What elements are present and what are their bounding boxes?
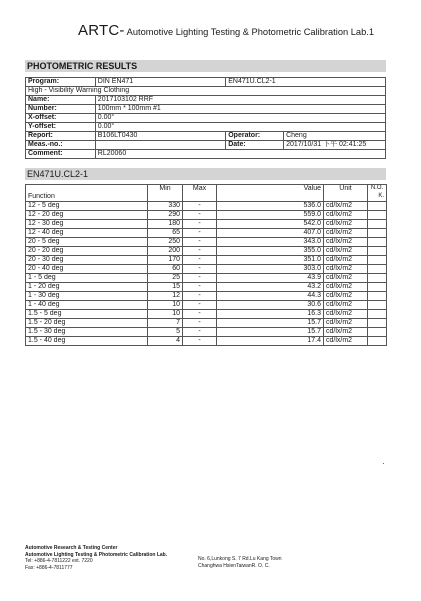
date-value: 2017/10/31 下午 02:41:25 xyxy=(284,141,386,150)
cell-max: - xyxy=(183,220,217,229)
name-value: 2017103102 RRF xyxy=(95,96,385,105)
cell-min: 170 xyxy=(148,256,183,265)
cell-value: 17.4 xyxy=(217,337,324,346)
measno-value xyxy=(95,141,225,150)
cell-max: - xyxy=(183,310,217,319)
program-description: High - Visibility Warning Clothing xyxy=(26,87,386,96)
cell-nok xyxy=(368,274,387,283)
results-row xyxy=(26,247,387,256)
footer-org-name: Automotive Research & Testing Center xyxy=(25,545,118,551)
cell-unit: cd/lx/m2 xyxy=(324,337,368,346)
cell-nok xyxy=(368,256,387,265)
scan-speck xyxy=(383,463,384,464)
cell-function: 1.5 - 40 deg xyxy=(26,337,148,346)
results-row xyxy=(26,211,387,220)
cell-max: - xyxy=(183,328,217,337)
cell-nok xyxy=(368,220,387,229)
yoffset-label: Y-offset: xyxy=(26,123,96,132)
footer-address-left xyxy=(25,545,167,571)
info-row-number xyxy=(26,105,386,114)
info-row-measno xyxy=(26,141,386,150)
footer-tel: Tel: +886-4-7811222 ext. 7220 xyxy=(25,558,93,564)
info-row-xoffset xyxy=(26,114,386,123)
cell-function: 12 - 30 deg xyxy=(26,220,148,229)
results-row xyxy=(26,238,387,247)
header-nok-line2: K. xyxy=(378,192,384,199)
cell-nok xyxy=(368,202,387,211)
info-table xyxy=(25,77,386,159)
results-header-row xyxy=(26,185,387,202)
cell-min: 25 xyxy=(148,274,183,283)
cell-function: 20 - 5 deg xyxy=(26,238,148,247)
header-value: Value xyxy=(217,185,324,202)
cell-function: 12 - 5 deg xyxy=(26,202,148,211)
cell-nok xyxy=(368,319,387,328)
header-max: Max xyxy=(183,185,217,202)
results-row xyxy=(26,301,387,310)
cell-max: - xyxy=(183,283,217,292)
program-value: DIN EN471 xyxy=(95,78,225,87)
results-body xyxy=(26,202,387,346)
header-nok-line1: N.O. xyxy=(370,185,384,191)
cell-function: 1 - 20 deg xyxy=(26,283,148,292)
results-table xyxy=(25,184,387,346)
cell-unit: cd/lx/m2 xyxy=(324,247,368,256)
info-row-program xyxy=(26,78,386,87)
measno-label: Meas.-no.: xyxy=(26,141,96,150)
cell-max: - xyxy=(183,211,217,220)
cell-max: - xyxy=(183,274,217,283)
cell-value: 542.0 xyxy=(217,220,324,229)
cell-unit: cd/lx/m2 xyxy=(324,229,368,238)
cell-value: 43.2 xyxy=(217,283,324,292)
cell-function: 12 - 20 deg xyxy=(26,211,148,220)
cell-unit: cd/lx/m2 xyxy=(324,274,368,283)
cell-nok xyxy=(368,328,387,337)
section-photometric-results: PHOTOMETRIC RESULTS xyxy=(25,60,386,72)
cell-min: 250 xyxy=(148,238,183,247)
number-value: 100mm * 100mm #1 xyxy=(95,105,385,114)
cell-function: 1.5 - 20 deg xyxy=(26,319,148,328)
cell-value: 303.0 xyxy=(217,265,324,274)
results-row xyxy=(26,310,387,319)
cell-unit: cd/lx/m2 xyxy=(324,283,368,292)
title-subtitle: Automotive Lighting Testing & Photometric Calibration Lab.1 xyxy=(124,27,375,37)
info-row-description xyxy=(26,87,386,96)
cell-min: 4 xyxy=(148,337,183,346)
cell-value: 43.9 xyxy=(217,274,324,283)
cell-value: 15.7 xyxy=(217,319,324,328)
results-row xyxy=(26,337,387,346)
cell-value: 44.3 xyxy=(217,292,324,301)
name-label: Name: xyxy=(26,96,96,105)
results-row xyxy=(26,328,387,337)
results-row xyxy=(26,202,387,211)
results-row xyxy=(26,265,387,274)
cell-min: 290 xyxy=(148,211,183,220)
cell-nok xyxy=(368,301,387,310)
cell-max: - xyxy=(183,265,217,274)
cell-function: 20 - 20 deg xyxy=(26,247,148,256)
cell-unit: cd/lx/m2 xyxy=(324,238,368,247)
cell-unit: cd/lx/m2 xyxy=(324,328,368,337)
footer-city: Changhwa HsienTaiwanR. O. C. xyxy=(198,562,270,569)
cell-unit: cd/lx/m2 xyxy=(324,202,368,211)
cell-nok xyxy=(368,292,387,301)
cell-max: - xyxy=(183,229,217,238)
results-row xyxy=(26,229,387,238)
info-row-report xyxy=(26,132,386,141)
results-row xyxy=(26,283,387,292)
info-row-comment xyxy=(26,150,386,159)
page-title xyxy=(78,22,374,40)
cell-function: 20 - 30 deg xyxy=(26,256,148,265)
cell-max: - xyxy=(183,301,217,310)
header-unit: Unit xyxy=(324,185,368,202)
header-min: Min xyxy=(148,185,183,202)
cell-unit: cd/lx/m2 xyxy=(324,301,368,310)
cell-min: 7 xyxy=(148,319,183,328)
cell-value: 355.0 xyxy=(217,247,324,256)
number-label: Number: xyxy=(26,105,96,114)
cell-max: - xyxy=(183,238,217,247)
report-label: Report: xyxy=(26,132,96,141)
title-main: ARTC- xyxy=(78,22,125,39)
cell-value: 407.0 xyxy=(217,229,324,238)
cell-nok xyxy=(368,337,387,346)
results-row xyxy=(26,274,387,283)
results-row xyxy=(26,292,387,301)
cell-unit: cd/lx/m2 xyxy=(324,256,368,265)
cell-nok xyxy=(368,238,387,247)
cell-min: 12 xyxy=(148,292,183,301)
program-code: EN471U.CL2-1 xyxy=(226,78,386,87)
results-row xyxy=(26,319,387,328)
cell-max: - xyxy=(183,337,217,346)
cell-max: - xyxy=(183,247,217,256)
date-label: Date: xyxy=(226,141,284,150)
info-row-name xyxy=(26,96,386,105)
cell-function: 20 - 40 deg xyxy=(26,265,148,274)
cell-unit: cd/lx/m2 xyxy=(324,220,368,229)
footer-street: No. 6,Lunkong S. 7 Rd.Lu Kang Town xyxy=(198,556,282,562)
cell-unit: cd/lx/m2 xyxy=(324,310,368,319)
program-label: Program: xyxy=(26,78,96,87)
cell-nok xyxy=(368,229,387,238)
cell-unit: cd/lx/m2 xyxy=(324,265,368,274)
cell-nok xyxy=(368,310,387,319)
cell-nok xyxy=(368,265,387,274)
footer-lab-name: Automotive Lighting Testing & Photometric Calibration Lab. xyxy=(25,551,168,558)
cell-min: 10 xyxy=(148,301,183,310)
cell-unit: cd/lx/m2 xyxy=(324,292,368,301)
yoffset-value: 0.00° xyxy=(95,123,385,132)
results-row xyxy=(26,256,387,265)
cell-nok xyxy=(368,211,387,220)
cell-max: - xyxy=(183,292,217,301)
comment-label: Comment: xyxy=(26,150,96,159)
cell-min: 330 xyxy=(148,202,183,211)
cell-unit: cd/lx/m2 xyxy=(324,211,368,220)
cell-value: 30.6 xyxy=(217,301,324,310)
comment-value: RL20060 xyxy=(95,150,385,159)
results-row xyxy=(26,220,387,229)
cell-unit: cd/lx/m2 xyxy=(324,319,368,328)
cell-function: 1 - 30 deg xyxy=(26,292,148,301)
cell-max: - xyxy=(183,202,217,211)
cell-min: 10 xyxy=(148,310,183,319)
section-results-program: EN471U.CL2-1 xyxy=(25,168,386,180)
cell-min: 180 xyxy=(148,220,183,229)
footer-address-right xyxy=(198,556,282,569)
cell-function: 1 - 40 deg xyxy=(26,301,148,310)
cell-max: - xyxy=(183,256,217,265)
footer-fax: Fax: +886-4-7811777 xyxy=(25,564,73,571)
report-value: B106LT0430 xyxy=(95,132,225,141)
cell-value: 343.0 xyxy=(217,238,324,247)
header-nok xyxy=(368,185,387,202)
cell-min: 5 xyxy=(148,328,183,337)
cell-nok xyxy=(368,283,387,292)
cell-min: 15 xyxy=(148,283,183,292)
info-row-yoffset xyxy=(26,123,386,132)
cell-function: 1 - 5 deg xyxy=(26,274,148,283)
cell-function: 12 - 40 deg xyxy=(26,229,148,238)
cell-min: 65 xyxy=(148,229,183,238)
cell-value: 559.0 xyxy=(217,211,324,220)
cell-function: 1.5 - 30 deg xyxy=(26,328,148,337)
xoffset-value: 0.00° xyxy=(95,114,385,123)
cell-value: 536.0 xyxy=(217,202,324,211)
cell-min: 60 xyxy=(148,265,183,274)
cell-nok xyxy=(368,247,387,256)
operator-label: Operator: xyxy=(226,132,284,141)
cell-min: 200 xyxy=(148,247,183,256)
xoffset-label: X-offset: xyxy=(26,114,96,123)
cell-function: 1.5 - 5 deg xyxy=(26,310,148,319)
cell-value: 351.0 xyxy=(217,256,324,265)
cell-max: - xyxy=(183,319,217,328)
cell-value: 16.3 xyxy=(217,310,324,319)
header-function: Function xyxy=(26,185,148,202)
cell-value: 15.7 xyxy=(217,328,324,337)
operator-value: Cheng xyxy=(284,132,386,141)
